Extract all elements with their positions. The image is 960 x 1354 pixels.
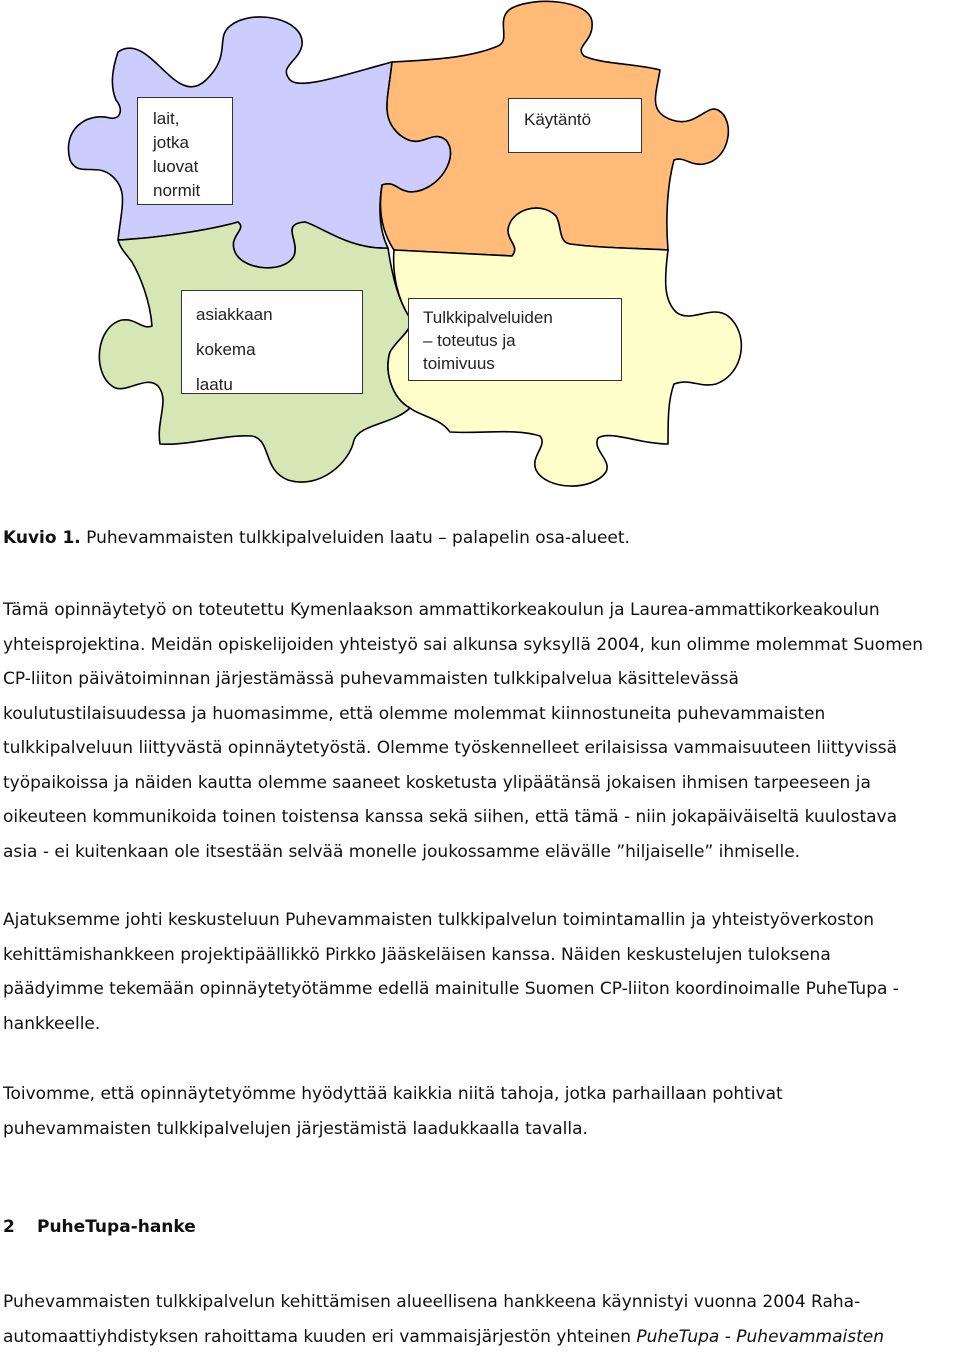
section-title: PuheTupa-hanke xyxy=(37,1217,196,1237)
paragraph-line: tulkkipalveluun liittyvästä opinnäytetyöstä. Olemme työskennelleet erilaisissa vammaisuuteen liittyvissä xyxy=(3,731,958,766)
paragraph-hope xyxy=(3,1077,958,1146)
paragraph-line: työpaikoissa ja näiden kautta olemme saaneet kosketusta ylipäätänsä jokaisen ihmisen tarpeeseen ja xyxy=(3,766,958,801)
paragraph-line: Puhevammaisten tulkkipalvelun kehittämisen alueellisena hankkeena käynnistyi vuonna 2004 Raha- xyxy=(3,1285,958,1320)
paragraph-line: puhevammaisten tulkkipalvelujen järjestämistä laadukkaalla tavalla. xyxy=(3,1112,958,1147)
figure-caption-number: Kuvio 1. xyxy=(3,528,81,548)
customer-quality-label-line: kokema xyxy=(196,332,362,367)
customer-quality-label-box xyxy=(181,290,363,394)
paragraph-line: kehittämishankkeen projektipäällikkö Pirkko Jääskeläisen kanssa. Näiden keskustelujen tuloksena xyxy=(3,938,958,973)
implementation-label-line: – toteutus ja xyxy=(423,329,621,352)
paragraph-line: Tämä opinnäytetyö on toteutettu Kymenlaakson ammattikorkeakoulun ja Laurea-ammattikorkeakoulun xyxy=(3,593,958,628)
practice-label-box xyxy=(508,98,642,153)
implementation-label-line: toimivuus xyxy=(423,352,621,375)
rules-label-line: luovat xyxy=(153,155,232,179)
rules-label-line: jotka xyxy=(153,131,232,155)
paragraph-line: oikeuteen kommunikoida toinen toistensa kanssa sekä siihen, että tämä - niin jokapäiväiseltä kuulostava xyxy=(3,800,958,835)
paragraph-line: hankkeelle. xyxy=(3,1007,958,1042)
implementation-label-box xyxy=(408,298,622,381)
paragraph-discussion xyxy=(3,903,958,1041)
paragraph-line: Ajatuksemme johti keskusteluun Puhevammaisten tulkkipalvelun toimintamallin ja yhteistyöverkoston xyxy=(3,903,958,938)
rules-label-line: normit xyxy=(153,179,232,203)
section-number: 2 xyxy=(3,1217,37,1237)
project-name-italic: PuheTupa - Puhevammaisten xyxy=(636,1327,884,1347)
paragraph-project xyxy=(3,1285,958,1354)
paragraph-intro xyxy=(3,593,958,869)
practice-label-line: Käytäntö xyxy=(524,108,641,132)
puzzle-figure xyxy=(0,0,960,500)
implementation-label-line: Tulkkipalveluiden xyxy=(423,306,621,329)
customer-quality-label-line: asiakkaan xyxy=(196,297,362,332)
rules-label-line: lait, xyxy=(153,107,232,131)
paragraph-line: päädyimme tekemään opinnäytetyötämme edellä mainitulle Suomen CP-liiton koordinoimalle PuheTupa - xyxy=(3,972,958,1007)
paragraph-line: CP-liiton päivätoiminnan järjestämässä puhevammaisten tulkkipalvelua käsittelevässä xyxy=(3,662,958,697)
paragraph-line-text: automaattiyhdistyksen rahoittama kuuden eri vammaisjärjestön yhteinen xyxy=(3,1327,636,1347)
customer-quality-label-line: laatu xyxy=(196,367,362,402)
paragraph-line: yhteisprojektina. Meidän opiskelijoiden yhteistyö sai alkunsa syksyllä 2004, kun olimme molemmat Suomen xyxy=(3,628,958,663)
figure-caption-text: Puhevammaisten tulkkipalveluiden laatu – palapelin osa-alueet. xyxy=(81,528,630,548)
section-heading xyxy=(3,1217,196,1237)
paragraph-line: Toivomme, että opinnäytetyömme hyödyttää kaikkia niitä tahoja, jotka parhaillaan pohtivat xyxy=(3,1077,958,1112)
rules-label-box xyxy=(137,97,233,205)
paragraph-line: koulutustilaisuudessa ja huomasimme, että olemme molemmat kiinnostuneita puhevammaisten xyxy=(3,697,958,732)
figure-caption xyxy=(3,528,630,548)
paragraph-line: asia - ei kuitenkaan ole itsestään selvää monelle joukossamme elävälle ”hiljaiselle” ihmiselle. xyxy=(3,835,958,870)
